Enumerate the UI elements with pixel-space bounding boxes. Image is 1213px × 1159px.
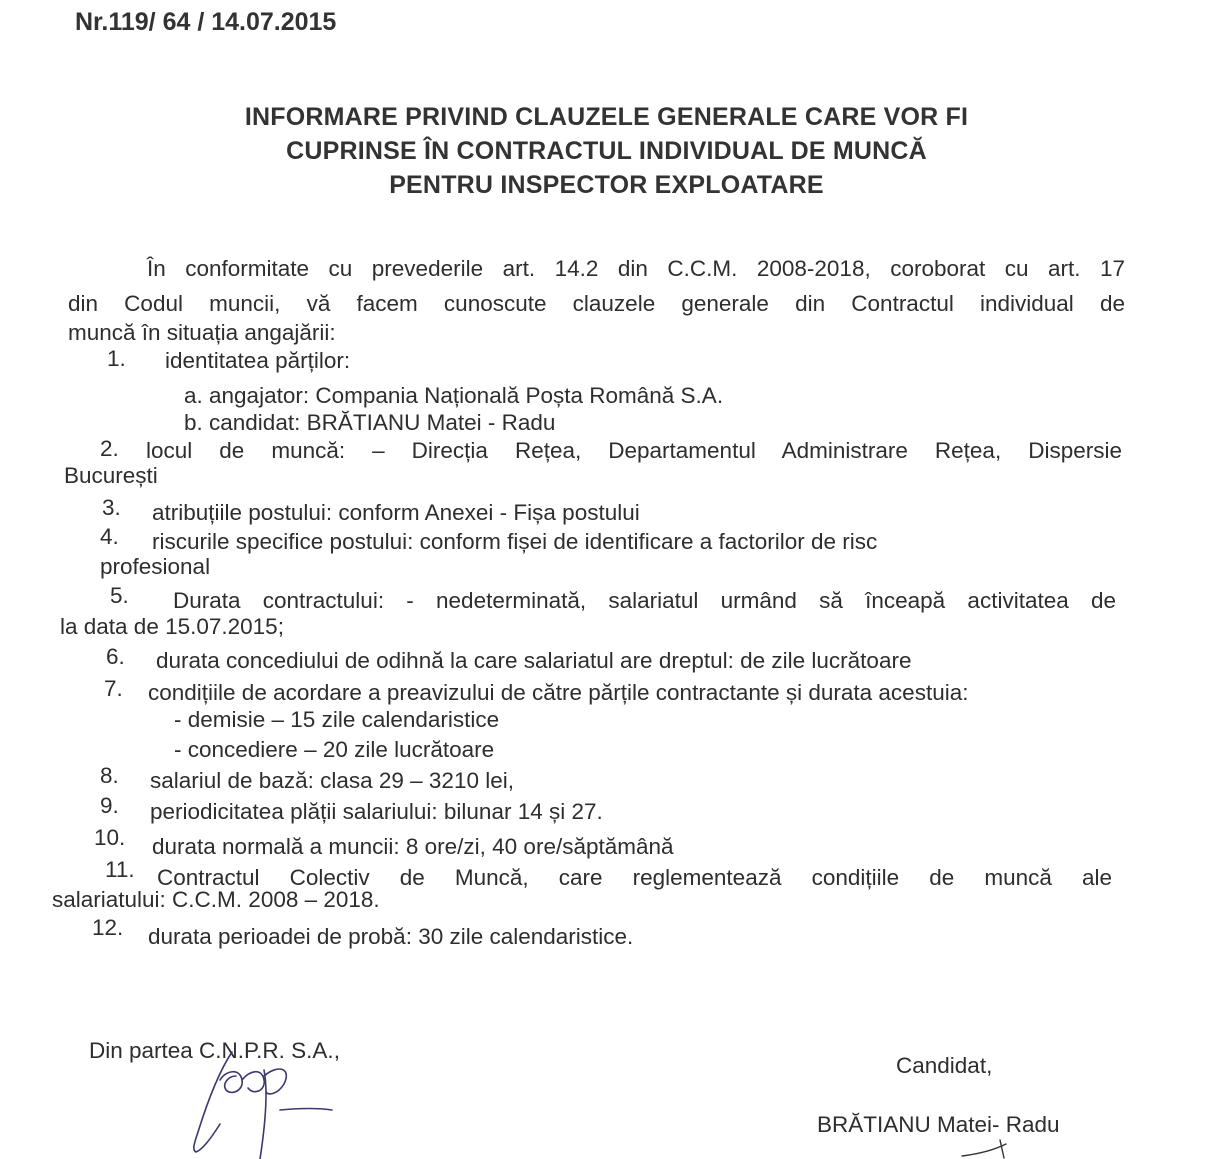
clause-10-number: 10.: [94, 825, 126, 850]
clause-1a-text: a. angajator: Compania Națională Poșta Română S.A.: [184, 383, 724, 408]
clause-5-number: 5.: [110, 583, 129, 608]
handwritten-signature-icon: [180, 1040, 350, 1159]
clause-2-continuation: București: [64, 463, 158, 488]
title-line-1: INFORMARE PRIVIND CLAUZELE GENERALE CARE VOR FI: [244, 103, 969, 131]
clause-8-text: salariul de bază: clasa 29 – 3210 lei,: [150, 768, 514, 793]
clause-1-number: 1.: [107, 346, 126, 371]
employer-signature-label: Din partea C.N.P.R. S.A.,: [89, 1038, 340, 1063]
clause-5-text: Durata contractului: - nedeterminată, salariatul urmând să înceapă activitatea de: [173, 588, 1116, 613]
clause-7a-text: - demisie – 15 zile calendaristice: [174, 707, 500, 732]
intro-line-1: În conformitate cu prevederile art. 14.2 din C.C.M. 2008-2018, coroborat cu art. 17: [147, 256, 1125, 281]
clause-8-number: 8.: [100, 763, 119, 788]
intro-line-3: muncă în situația angajării:: [68, 320, 336, 345]
clause-11-text: Contractul Colectiv de Muncă, care reglementează condițiile de muncă ale: [157, 865, 1112, 890]
title-line-2: CUPRINSE ÎN CONTRACTUL INDIVIDUAL DE MUNCĂ: [286, 137, 927, 165]
clause-11-continuation: salariatului: C.C.M. 2008 – 2018.: [52, 887, 380, 912]
clause-9-number: 9.: [100, 793, 119, 818]
clause-4-continuation: profesional: [100, 554, 211, 579]
pen-stroke-icon: [960, 1138, 1020, 1159]
clause-7-text: condițiile de acordare a preavizului de către părțile contractante și durata acestuia:: [148, 680, 969, 705]
clause-11-number: 11.: [105, 857, 135, 882]
clause-12-text: durata perioadei de probă: 30 zile calendaristice.: [148, 924, 634, 949]
clause-1b-text: b. candidat: BRĂTIANU Matei - Radu: [184, 410, 556, 435]
document-number: Nr.119/ 64 / 14.07.2015: [75, 8, 337, 36]
clause-9-text: periodicitatea plății salariului: bilunar 14 și 27.: [150, 799, 603, 824]
intro-line-2: din Codul muncii, vă facem cunoscute clauzele generale din Contractul individual de: [68, 291, 1125, 316]
candidate-signature-label: Candidat,: [896, 1053, 993, 1078]
clause-3-number: 3.: [102, 495, 121, 520]
clause-12-number: 12.: [92, 915, 124, 940]
clause-3-text: atribuțiile postului: conform Anexei - Fișa postului: [152, 500, 640, 525]
clause-10-text: durata normală a muncii: 8 ore/zi, 40 ore/săptămână: [152, 834, 674, 859]
clause-1-text: identitatea părților:: [165, 348, 351, 373]
candidate-name: BRĂTIANU Matei- Radu: [817, 1112, 1060, 1137]
clause-6-number: 6.: [106, 644, 125, 669]
clause-2-text: locul de muncă: – Direcția Rețea, Departamentul Administrare Rețea, Dispersie: [146, 438, 1122, 463]
clause-7b-text: - concediere – 20 zile lucrătoare: [174, 737, 495, 762]
clause-6-text: durata concediului de odihnă la care salariatul are dreptul: de zile lucrătoare: [156, 648, 912, 673]
clause-7-number: 7.: [104, 676, 123, 701]
clause-2-number: 2.: [100, 436, 119, 461]
title-line-3: PENTRU INSPECTOR EXPLOATARE: [389, 171, 824, 199]
clause-4-text: riscurile specifice postului: conform fișei de identificare a factorilor de risc: [152, 529, 878, 554]
clause-5-continuation: la data de 15.07.2015;: [60, 614, 284, 639]
clause-4-number: 4.: [100, 524, 119, 549]
